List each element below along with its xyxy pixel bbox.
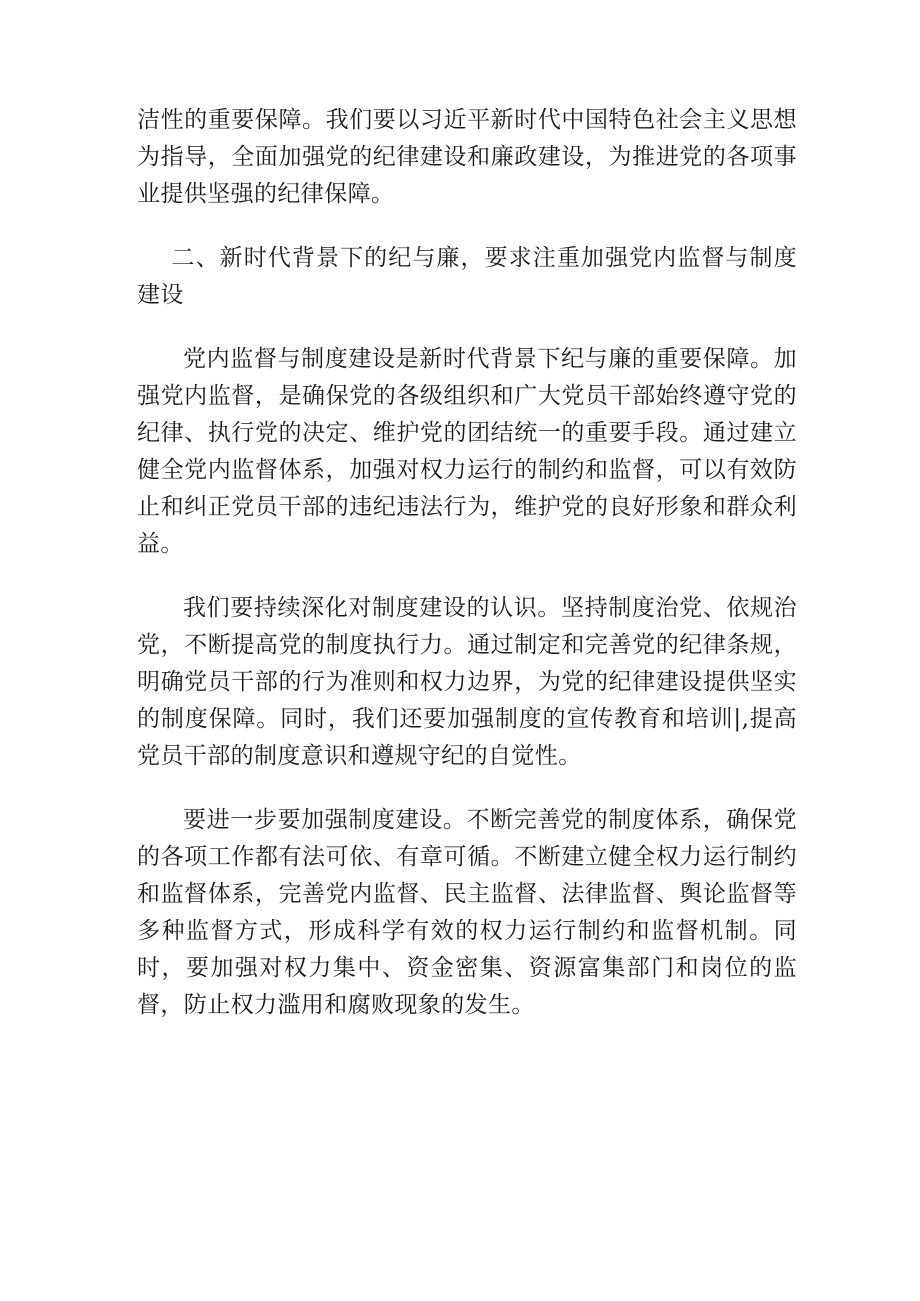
paragraph-continuation: 洁性的重要保障。我们要以习近平新时代中国特色社会主义思想为指导，全面加强党的纪律建设和廉政建设，为推进党的各项事业提供坚强的纪律保障。	[137, 107, 797, 207]
paragraph-institution-building: 要进一步要加强制度建设。不断完善党的制度体系，确保党的各项工作都有法可依、有章可循。不断建立健全权力运行制约和监督体系，完善党内监督、民主监督、法律监督、舆论监督等多种监督方式，形成科学有效的权力运行制约和监督机制。同时，要加强对权力集中、资金密集、资源富集部门和岗位的监督，防止权力滥用和腐败现象的发生。	[137, 807, 797, 1018]
document-body	[137, 102, 797, 1051]
paragraph-supervision: 党内监督与制度建设是新时代背景下纪与廉的重要保障。加强党内监督，是确保党的各级组织和广大党员干部始终遵守党的纪律、执行党的决定、维护党的团结统一的重要手段。通过建立健全党内监督体系，加强对权力运行的制约和监督，可以有效防止和纠正党员干部的违纪违法行为，维护党的良好形象和群众利益。	[137, 346, 797, 557]
paragraph-institution-awareness: 我们要持续深化对制度建设的认识。坚持制度治党、依规治党，不断提高党的制度执行力。通过制定和完善党的纪律条规，明确党员干部的行为准则和权力边界，为党的纪律建设提供坚实的制度保障。同时，我们还要加强制度的宣传教育和培训|,提高党员干部的制度意识和遵规守纪的自觉性。	[137, 595, 797, 769]
section-heading: 二、新时代背景下的纪与廉，要求注重加强党内监督与制度建设	[137, 245, 797, 308]
